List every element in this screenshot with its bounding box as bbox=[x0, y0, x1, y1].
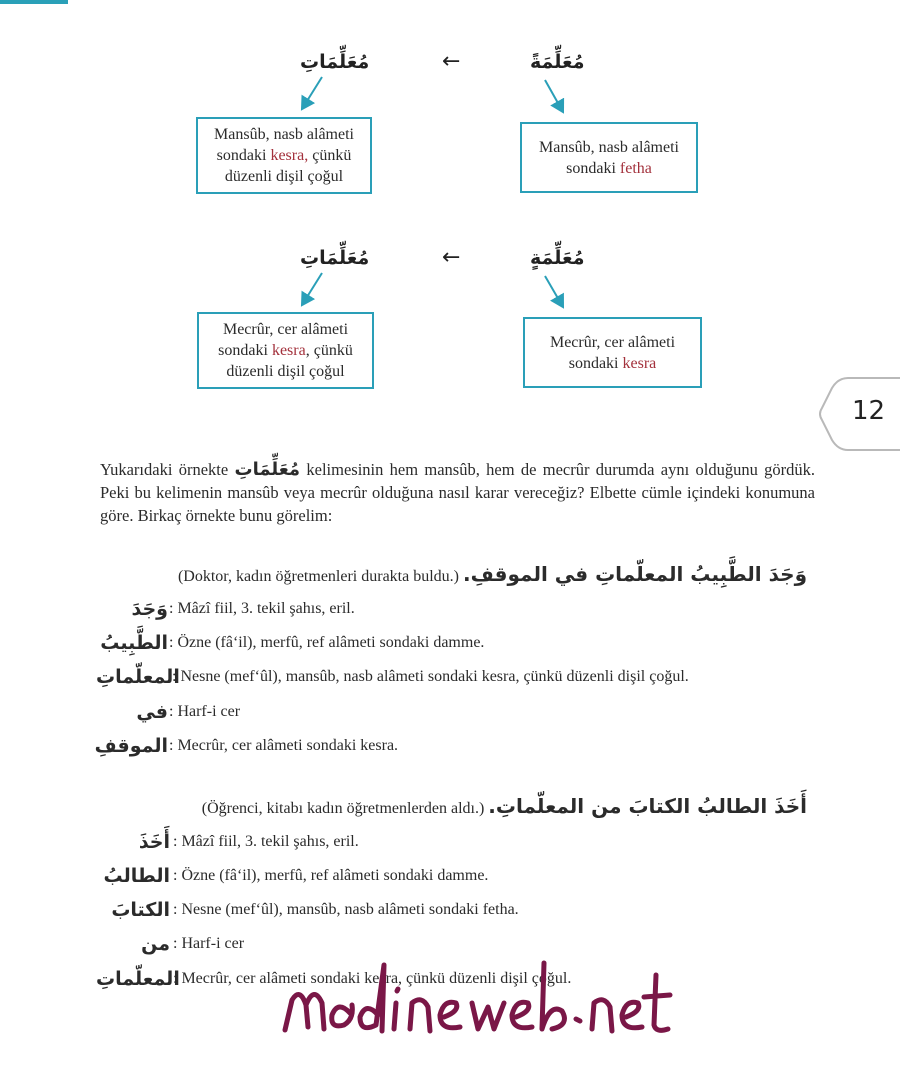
arrow-down-right-icon bbox=[545, 80, 563, 112]
word-muallimat-2: مُعَلِّمَاتِ bbox=[300, 247, 370, 269]
arrow-down-left-icon bbox=[302, 77, 322, 109]
box-mecrur-plural: Mecrûr, cer alâmeti sondaki kesra, çünkü düzenli dişil çoğul bbox=[197, 312, 374, 389]
box-mecrur-singular: Mecrûr, cer alâmeti sondaki kesra bbox=[523, 317, 702, 388]
example2-sentence: (Öğrenci, kitabı kadın öğretmenlerden aldı.) أَخَذَ الطالبُ الكتابَ من المعلّماتِ. bbox=[201, 794, 807, 818]
page-number: 12 bbox=[852, 396, 886, 426]
example1-sentence: (Doktor, kadın öğretmenleri durakta buldu.) وَجَدَ الطَّبِيبُ المعلّماتِ في الموقفِ. bbox=[177, 562, 807, 586]
left-arrow-icon-2: ← bbox=[442, 245, 461, 270]
handwritten-signature bbox=[280, 945, 700, 1055]
box-mansub-singular: Mansûb, nasb alâmeti sondaki fetha bbox=[520, 122, 698, 193]
explanation-paragraph: Yukarıdaki örnekte مُعَلِّمَاتِ kelimesinin hem mansûb, hem de mecrûr durumda aynı olduğunu gördük. Peki bu kelimenin mansûb veya mecrûr olduğuna nasıl karar vereceğiz? Elbette cümle içindeki konumuna göre. Birkaç örnekte bunu görelim: bbox=[100, 459, 815, 525]
word-muallimat-1: مُعَلِّمَاتِ bbox=[300, 51, 370, 73]
connector-arrows bbox=[0, 0, 900, 420]
arrow-down-left-icon-2 bbox=[302, 273, 322, 305]
word-muallima-2: مُعَلِّمَةٍ bbox=[530, 247, 585, 269]
word-muallima-1: مُعَلِّمَةً bbox=[530, 51, 585, 73]
box-mansub-plural: Mansûb, nasb alâmeti sondaki kesra, çünkü düzenli dişil çoğul bbox=[196, 117, 372, 194]
arrow-down-right-icon-2 bbox=[545, 276, 563, 307]
left-arrow-icon: ← bbox=[442, 49, 461, 74]
